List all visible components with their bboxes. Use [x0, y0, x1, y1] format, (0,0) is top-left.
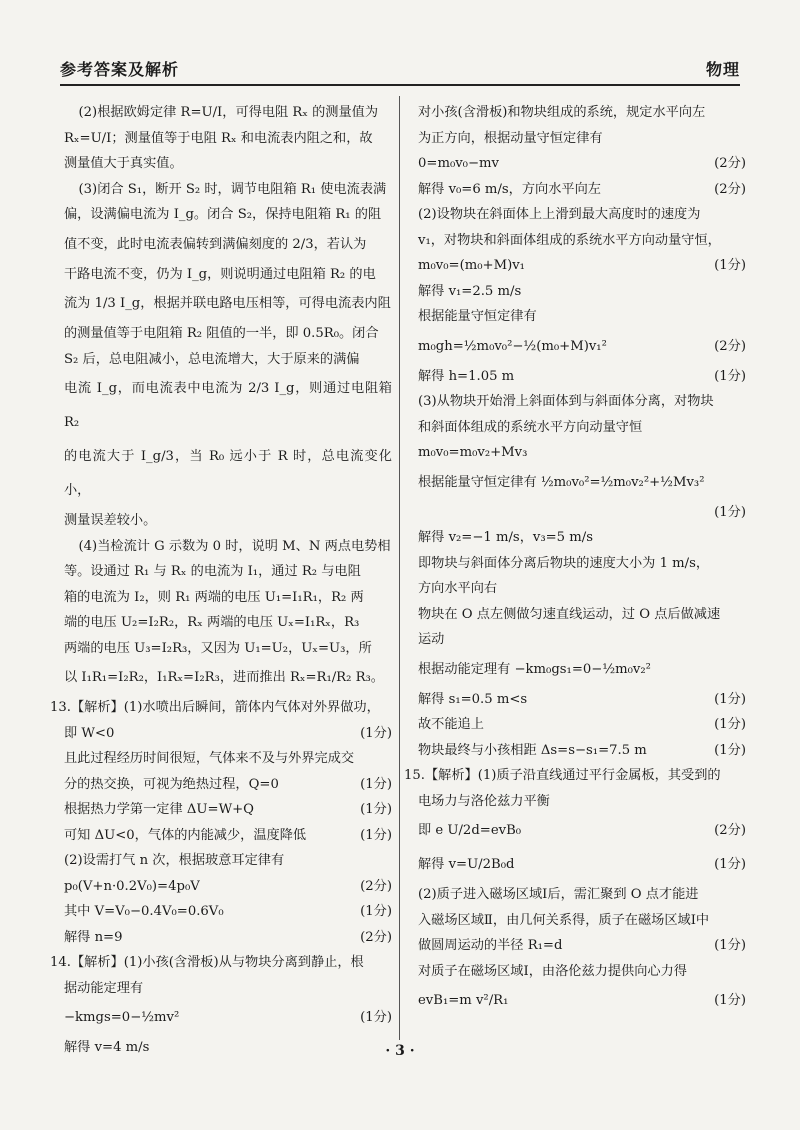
solution-line — [64, 925, 392, 951]
line-text: 即物块与斜面体分离后物块的速度大小为 1 m/s， — [418, 555, 710, 571]
solution-line — [64, 797, 392, 823]
score-label: (1分) — [360, 827, 392, 843]
line-text: 根据能量守恒定律有 — [418, 309, 537, 324]
line-text: 解得 s₁=0.5 m<s — [418, 691, 528, 707]
solution-line — [64, 848, 392, 874]
score-label: (1分) — [360, 904, 392, 919]
solution-line — [418, 330, 746, 364]
solution-line — [64, 1001, 392, 1035]
line-text: 入磁场区域Ⅱ，由几何关系得，质子在磁场区域Ⅰ中 — [418, 912, 710, 928]
line-text: 对质子在磁场区域Ⅰ，由洛伦兹力提供向心力得 — [418, 963, 687, 979]
column-divider — [399, 96, 400, 1040]
score-label: (2分) — [714, 181, 746, 197]
score-label — [740, 908, 746, 934]
solution-line — [418, 304, 746, 330]
solution-line — [418, 984, 746, 1018]
score-label — [740, 279, 746, 305]
solution-line — [64, 746, 392, 772]
score-label — [740, 602, 746, 628]
score-label: (1分) — [714, 993, 746, 1008]
line-text: v₁，对物块和斜面体组成的系统水平方向动量守恒， — [418, 232, 721, 248]
solution-line — [64, 976, 392, 1002]
score-label: (1分) — [714, 504, 746, 520]
text-line: 电流 I_g，而电流表中电流为 2/3 I_g，则通过电阻箱 R₂ — [64, 381, 392, 430]
solution-line — [418, 126, 746, 152]
line-text: m₀v₀=m₀v₂+Mv₃ — [418, 445, 528, 460]
line-text: 物块最终与小孩相距 Δs=s−s₁=7.5 m — [418, 742, 647, 758]
score-label — [740, 525, 746, 551]
text-line: (4)当检流计 G 示数为 0 时，说明 M、N 两点电势相 — [78, 538, 391, 554]
line-text: 解得 v₂=−1 m/s，v₃=5 m/s — [418, 530, 593, 545]
text-line: 测量误差较小。 — [64, 513, 157, 528]
text-line: 的电流大于 I_g/3，当 R₀ 远小于 R 时，总电流变化小， — [64, 449, 392, 498]
score-label: (2分) — [714, 338, 746, 354]
text-line: 流为 1/3 I_g，根据并联电路电压相等，可得电流表内阻 — [64, 296, 391, 311]
line-text: 解得 v₀=6 m/s，方向水平向左 — [418, 181, 601, 197]
score-label: (1分) — [714, 258, 746, 273]
line-text: 做圆周运动的半径 R₁=d — [418, 938, 563, 953]
line-text: (3)从物块开始滑上斜面体到与斜面体分离，对物块 — [418, 394, 714, 409]
line-text: 根据能量守恒定律有 ½m₀v₀²=½m₀v₂²+½Mv₃² — [418, 474, 705, 490]
solution-line — [418, 228, 746, 254]
line-text: 方向水平向右 — [418, 581, 498, 596]
line-text: p₀(V+n·0.2V₀)=4p₀V — [64, 878, 200, 894]
solution-line — [418, 100, 746, 126]
solution-line — [418, 687, 746, 713]
page-header — [60, 52, 740, 86]
line-text: 即 W<0 — [64, 725, 115, 741]
score-label — [740, 882, 746, 908]
solution-line — [418, 279, 746, 305]
score-label — [740, 202, 746, 228]
line-text: −kmgs=0−½mv² — [64, 1010, 180, 1025]
solution-line — [418, 500, 746, 526]
text-line: 的测量值等于电阻箱 R₂ 阻值的一半，即 0.5R₀。闭合 — [64, 326, 379, 341]
solution-line — [418, 602, 746, 628]
right-column — [404, 100, 746, 1018]
page-number: · 3 · — [385, 1043, 415, 1059]
text-line: 端的电压 U₂=I₂R₂，Rₓ 两端的电压 Uₓ=I₁Rₓ，R₃ — [64, 615, 360, 630]
score-label: (1分) — [360, 776, 392, 792]
solution-line — [418, 908, 746, 934]
solution-line — [418, 653, 746, 687]
score-label: (2分) — [360, 929, 392, 945]
score-label — [740, 440, 746, 466]
score-label — [740, 389, 746, 415]
score-label — [740, 959, 746, 985]
text-line: (3)闭合 S₁，断开 S₂ 时，调节电阻箱 R₁ 使电流表满 — [78, 181, 387, 197]
header-subject: 物理 — [705, 60, 740, 79]
header-title: 参考答案及解析 — [60, 60, 180, 79]
score-label — [740, 100, 746, 126]
score-label — [740, 304, 746, 330]
solution-line — [418, 576, 746, 602]
line-text: (2)设需打气 n 次，根据玻意耳定律有 — [64, 853, 285, 868]
score-label: (2分) — [714, 156, 746, 171]
line-text: m₀v₀=(m₀+M)v₁ — [418, 258, 525, 273]
q12-part4 — [64, 534, 392, 696]
score-label: (1分) — [360, 802, 392, 817]
line-text: 根据动能定理有 −km₀gs₁=0−½m₀v₂² — [418, 661, 651, 677]
solution-line — [418, 389, 746, 415]
solution-line — [418, 415, 746, 441]
solution-line — [418, 738, 746, 764]
solution-line — [418, 627, 746, 653]
score-label: (1分) — [360, 725, 392, 741]
score-label: (1分) — [714, 717, 746, 732]
solution-line — [64, 721, 392, 747]
text-line: Rₓ=U/I；测量值等于电阻 Rₓ 和电流表内阻之和，故 — [64, 130, 373, 146]
score-label — [740, 228, 746, 254]
q12-part2 — [64, 100, 392, 177]
question-15 — [404, 763, 746, 1018]
solution-line — [418, 789, 746, 815]
solution-line — [418, 253, 746, 279]
text-line: 值不变，此时电流表偏转到满偏刻度的 2/3，若认为 — [64, 236, 367, 252]
text-line: 箱的电流为 I₂，则 R₁ 两端的电压 U₁=I₁R₁，R₂ 两 — [64, 589, 364, 605]
text-line: 以 I₁R₁=I₂R₂，I₁Rₓ=I₂R₃，进而推出 Rₓ=R₁/R₂ R₃。 — [64, 670, 384, 685]
line-text: 根据热力学第一定律 ΔU=W+Q — [64, 802, 254, 817]
score-label: (1分) — [714, 742, 746, 758]
solution-line — [64, 899, 392, 925]
solution-line — [418, 466, 746, 500]
solution-line — [418, 933, 746, 959]
text-line: 偏，设满偏电流为 I_g。闭合 S₂，保持电阻箱 R₁ 的阻 — [64, 207, 382, 222]
line-text: 运动 — [418, 632, 445, 647]
solution-line — [418, 525, 746, 551]
score-label — [740, 576, 746, 602]
line-text: 电场力与洛伦兹力平衡 — [418, 793, 550, 809]
solution-line — [418, 440, 746, 466]
line-text: (2)质子进入磁场区域Ⅰ后，需汇聚到 O 点才能进 — [418, 887, 699, 902]
score-label — [740, 415, 746, 441]
score-label — [740, 466, 746, 500]
solution-line — [418, 202, 746, 228]
text-line: 测量值大于真实值。 — [64, 156, 183, 171]
line-text: 解得 h=1.05 m — [418, 368, 515, 384]
line-text: 和斜面体组成的系统水平方向动量守恒 — [418, 419, 643, 435]
solution-line — [64, 823, 392, 849]
text-line: (2)根据欧姆定律 R=U/I，可得电阻 Rₓ 的测量值为 — [78, 105, 379, 120]
score-label — [740, 653, 746, 687]
line-text: 为正方向，根据动量守恒定律有 — [418, 130, 603, 146]
question-13 — [50, 695, 392, 950]
line-text: evB₁=m v²/R₁ — [418, 993, 509, 1008]
text-line: 干路电流不变，仍为 I_g，则说明通过电阻箱 R₂ 的电 — [64, 266, 376, 282]
score-label — [386, 976, 392, 1002]
line-text: 解得 v=U/2B₀d — [418, 857, 515, 872]
solution-line — [418, 177, 746, 203]
line-text: m₀gh=½m₀v₀²−½(m₀+M)v₁² — [418, 338, 607, 354]
score-label: (1分) — [714, 691, 746, 707]
line-text: 对小孩(含滑板)和物块组成的系统，规定水平向左 — [418, 105, 706, 120]
left-column — [50, 100, 392, 1061]
line-text: 解得 n=9 — [64, 929, 123, 945]
solution-line — [418, 551, 746, 577]
line-text: 0=m₀v₀−mv — [418, 156, 499, 171]
score-label: (2分) — [360, 878, 392, 894]
line-text: 可知 ΔU<0，气体的内能减少，温度降低 — [64, 827, 307, 843]
line-text: 解得 v=4 m/s — [64, 1040, 150, 1055]
score-label: (1分) — [360, 1010, 392, 1025]
line-text: 物块在 O 点左侧做匀速直线运动，过 O 点后做减速 — [418, 606, 721, 622]
line-text: 分的热交换，可视为绝热过程，Q=0 — [64, 776, 279, 792]
score-label: (1分) — [714, 368, 746, 384]
solution-line — [418, 882, 746, 908]
question-heading: 15.【解析】(1)质子沿直线通过平行金属板，其受到的 — [404, 768, 721, 783]
q12-part3 — [64, 177, 392, 534]
solution-line — [64, 772, 392, 798]
score-label — [740, 627, 746, 653]
solution-line — [418, 151, 746, 177]
solution-line — [418, 364, 746, 390]
score-label — [740, 551, 746, 577]
score-label — [740, 126, 746, 152]
question-heading: 14.【解析】(1)小孩(含滑板)从与物块分离到静止，根 — [50, 955, 364, 970]
question-heading: 13.【解析】(1)水喷出后瞬间，箭体内气体对外界做功， — [50, 700, 380, 715]
line-text: (2)设物块在斜面体上上滑到最大高度时的速度为 — [418, 207, 701, 222]
line-text: 即 e U/2d=evB₀ — [418, 823, 522, 838]
solution-line — [64, 874, 392, 900]
score-label: (1分) — [714, 938, 746, 953]
line-text: 据动能定理有 — [64, 980, 144, 996]
line-text: 且此过程经历时间很短，气体来不及与外界完成交 — [64, 751, 355, 766]
score-label: (2分) — [714, 823, 746, 838]
score-label — [386, 746, 392, 772]
text-line: S₂ 后，总电阻减小，总电流增大，大于原来的满偏 — [64, 351, 360, 367]
line-text: 故不能追上 — [418, 717, 484, 732]
solution-line — [418, 712, 746, 738]
score-label — [386, 848, 392, 874]
question-14-continued — [418, 100, 746, 763]
text-line: 两端的电压 U₃=I₂R₃，又因为 U₁=U₂，Uₓ=U₃，所 — [64, 640, 372, 656]
line-text: 解得 v₁=2.5 m/s — [418, 283, 522, 299]
line-text: 其中 V=V₀−0.4V₀=0.6V₀ — [64, 904, 224, 919]
text-line: 等。设通过 R₁ 与 Rₓ 的电流为 I₁，通过 R₂ 与电阻 — [64, 564, 361, 579]
solution-line — [418, 848, 746, 882]
score-label: (1分) — [714, 857, 746, 872]
solution-line — [418, 959, 746, 985]
solution-line — [418, 814, 746, 848]
score-label — [740, 789, 746, 815]
